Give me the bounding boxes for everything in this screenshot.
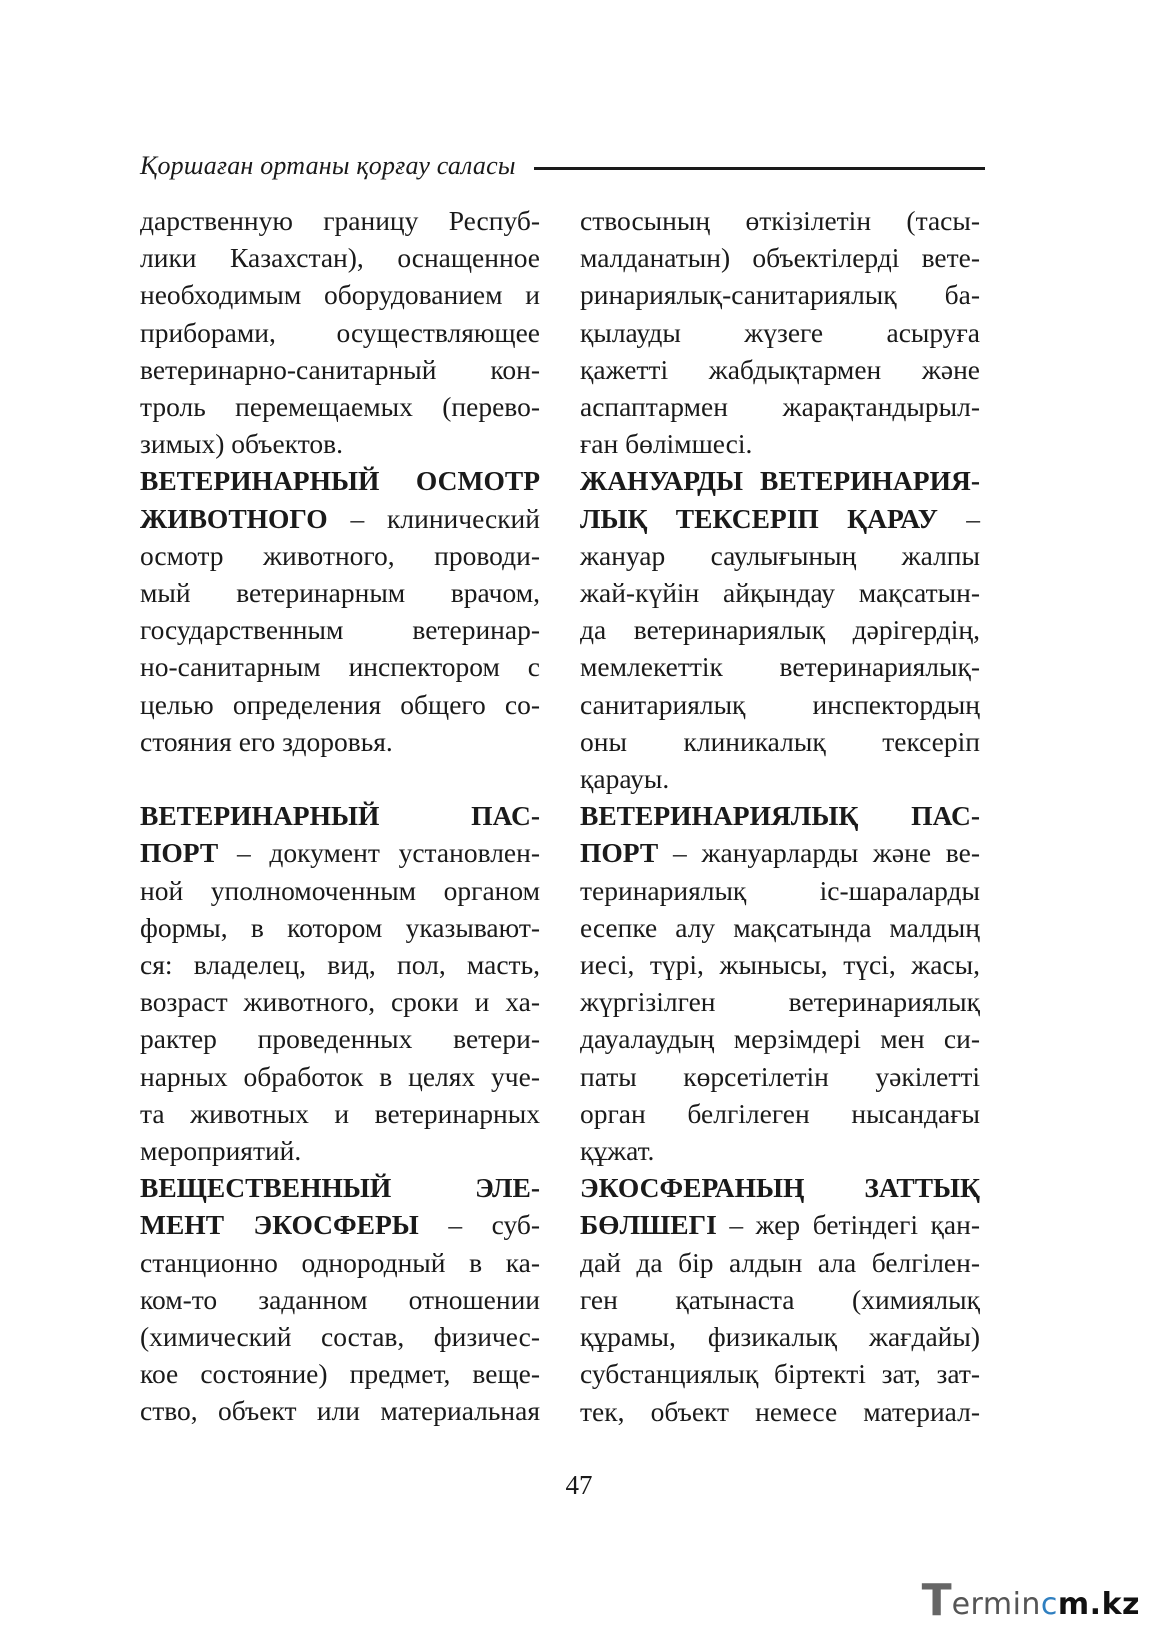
- right-column-text-line: [580, 1020, 980, 1057]
- glossary-term: ВЕТЕРИНАРИЯЛЫҚ ПАС-: [580, 800, 980, 832]
- definition-text: целью определения общего со-: [140, 688, 540, 720]
- left-column-text-line: [140, 611, 540, 648]
- right-column-text-line: [580, 1095, 980, 1132]
- left-column-text-line: [140, 239, 540, 276]
- definition-text: малданатын) объектілерді вете-: [580, 242, 980, 274]
- definition-text: возраст животного, сроки и ха-: [140, 986, 540, 1018]
- left-column-text-line: [140, 1244, 540, 1281]
- header-rule: [534, 167, 985, 170]
- definition-text: станционно однородный в ка-: [140, 1246, 540, 1278]
- termincom-watermark: [921, 1571, 1140, 1626]
- definition-text: аспаптармен жарақтандырыл-: [580, 391, 980, 423]
- definition-text: та животных и ветеринарных: [140, 1097, 540, 1129]
- definition-text: – суб-: [418, 1209, 540, 1241]
- watermark-text-part1: ermin: [951, 1587, 1041, 1622]
- right-column-text-line: [580, 611, 980, 648]
- right-column-text-line: [580, 1244, 980, 1281]
- definition-text: есепке алу мақсатында малдың: [580, 911, 980, 943]
- right-column-text-line: [580, 1169, 980, 1206]
- definition-text: қажетті жабдықтармен және: [580, 353, 980, 385]
- right-column-text-line: [580, 1355, 980, 1392]
- definition-text: нарных обработок в целях уче-: [140, 1060, 540, 1092]
- definition-text: иесі, түрі, жынысы, түсі, жасы,: [580, 949, 980, 981]
- left-column-text-line: [140, 1206, 540, 1243]
- definition-text: – жануарларды және ве-: [658, 837, 980, 869]
- left-column-text-line: [140, 425, 540, 462]
- definition-text: құжат.: [580, 1135, 655, 1167]
- definition-text: жүргізілген ветеринариялық: [580, 986, 980, 1018]
- definition-text: кое состояние) предмет, веще-: [140, 1358, 540, 1390]
- left-column-text-line: [140, 1169, 540, 1206]
- definition-text: осмотр животного, проводи-: [140, 539, 540, 571]
- definition-text: қылауды жүзеге асыруға: [580, 316, 980, 348]
- left-column-text-line: [140, 834, 540, 871]
- definition-text: ген қатынаста (химиялық: [580, 1283, 980, 1315]
- definition-text: –: [937, 502, 980, 534]
- left-column-blank-line: [140, 760, 540, 797]
- glossary-term: МЕНТ ЭКОСФЕРЫ: [140, 1209, 419, 1241]
- left-column-text-line: [140, 1058, 540, 1095]
- right-column-text-line: [580, 648, 980, 685]
- right-column-text-line: [580, 574, 980, 611]
- left-column-text-line: [140, 276, 540, 313]
- definition-text: тек, объект немесе материал-: [580, 1395, 980, 1427]
- glossary-term: ЭКОСФЕРАНЫҢ ЗАТТЫҚ: [580, 1172, 980, 1204]
- page-number: 47: [565, 1470, 593, 1500]
- watermark-text-part3: m.kz: [1057, 1587, 1140, 1622]
- left-column-text-line: [140, 314, 540, 351]
- definition-text: теринариялық іс-шараларды: [580, 874, 980, 906]
- definition-text: жануар саулығының жалпы: [580, 539, 980, 571]
- right-column-text-line: [580, 1393, 980, 1430]
- definition-text: – клинический: [327, 502, 540, 534]
- definition-text: ком-то заданном отношении: [140, 1283, 540, 1315]
- glossary-term: ЖИВОТНОГО: [140, 502, 328, 534]
- right-column-text-line: [580, 797, 980, 834]
- definition-text: троль перемещаемых (перево-: [140, 391, 540, 423]
- left-column-text-line: [140, 648, 540, 685]
- running-header: [140, 146, 985, 186]
- left-column-text-line: [140, 909, 540, 946]
- definition-text: құрамы, физикалық жағдайы): [580, 1321, 980, 1353]
- definition-text: зимых) объектов.: [140, 428, 343, 460]
- right-column-text-line: [580, 1058, 980, 1095]
- definition-text: қарауы.: [580, 763, 670, 795]
- right-column-text-line: [580, 202, 980, 239]
- definition-text: государственным ветеринар-: [140, 614, 540, 646]
- right-column-text-line: [580, 276, 980, 313]
- left-column-text-line: [140, 1318, 540, 1355]
- definition-text: мый ветеринарным врачом,: [140, 577, 540, 609]
- definition-text: дауалаудың мерзімдері мен си-: [580, 1023, 980, 1055]
- definition-text: ринариялық-санитариялық ба-: [580, 279, 980, 311]
- right-column-text-line: [580, 946, 980, 983]
- definition-text: ной уполномоченным органом: [140, 874, 540, 906]
- right-column-text-line: [580, 1132, 980, 1169]
- definition-text: мероприятий.: [140, 1135, 302, 1167]
- glossary-term: ЖАНУАРДЫ ВЕТЕРИНАРИЯ-: [580, 465, 980, 497]
- left-column-text-line: [140, 1132, 540, 1169]
- definition-text: да ветеринариялық дәрігердің,: [580, 614, 980, 646]
- left-column-text-line: [140, 1355, 540, 1392]
- definition-text: формы, в котором указывают-: [140, 911, 540, 943]
- left-column-text-line: [140, 1020, 540, 1057]
- definition-text: ған бөлімшесі.: [580, 428, 753, 460]
- glossary-term: БӨЛШЕГІ: [580, 1209, 717, 1241]
- glossary-term: ВЕЩЕСТВЕННЫЙ ЭЛЕ-: [140, 1172, 540, 1204]
- definition-text: дай да бір алдын ала белгілен-: [580, 1246, 980, 1278]
- watermark-text: [952, 1587, 1140, 1623]
- definition-text: паты көрсетілетін уәкілетті: [580, 1060, 980, 1092]
- left-column: [140, 202, 540, 1430]
- definition-text: необходимым оборудованием и: [140, 279, 540, 311]
- glossary-term: ЛЫҚ ТЕКСЕРІП ҚАРАУ: [580, 502, 938, 534]
- right-column-text-line: [580, 462, 980, 499]
- left-column-text-line: [140, 462, 540, 499]
- left-column-text-line: [140, 500, 540, 537]
- watermark-text-part2: c: [1040, 1587, 1058, 1622]
- right-column: [580, 202, 980, 1430]
- left-column-text-line: [140, 1392, 540, 1429]
- right-column-text-line: [580, 834, 980, 871]
- definition-text: приборами, осуществляющее: [140, 316, 540, 348]
- definition-text: но-санитарным инспектором с: [140, 651, 540, 683]
- watermark-t-logo-icon: T: [921, 1575, 952, 1626]
- glossary-term: ПОРТ: [140, 837, 219, 869]
- left-column-text-line: [140, 723, 540, 760]
- definition-text: рактер проведенных ветери-: [140, 1023, 540, 1055]
- right-column-text-line: [580, 686, 980, 723]
- definition-text: дарственную границу Респуб-: [140, 205, 540, 236]
- right-column-text-line: [580, 872, 980, 909]
- left-column-text-line: [140, 1281, 540, 1318]
- definition-text: – документ установлен-: [218, 837, 540, 869]
- right-column-text-line: [580, 1206, 980, 1243]
- right-column-text-line: [580, 723, 980, 760]
- glossary-term: ПОРТ: [580, 837, 659, 869]
- definition-text: ся: владелец, вид, пол, масть,: [140, 949, 540, 981]
- left-column-text-line: [140, 574, 540, 611]
- running-header-title: Қоршаған ортаны қорғау саласы: [140, 151, 516, 180]
- right-column-text-line: [580, 537, 980, 574]
- definition-text: – жер бетіндегі қан-: [716, 1209, 980, 1241]
- glossary-term: ВЕТЕРИНАРНЫЙ ОСМОТР: [140, 465, 540, 497]
- right-column-text-line: [580, 351, 980, 388]
- left-column-text-line: [140, 1095, 540, 1132]
- definition-text: ство, объект или материальная: [140, 1395, 540, 1427]
- right-column-text-line: [580, 314, 980, 351]
- left-column-text-line: [140, 686, 540, 723]
- definition-text: (химический состав, физичес-: [140, 1321, 540, 1353]
- right-column-text-line: [580, 983, 980, 1020]
- left-column-text-line: [140, 797, 540, 834]
- right-column-text-line: [580, 500, 980, 537]
- right-column-text-line: [580, 909, 980, 946]
- definition-text: оны клиникалық тексеріп: [580, 725, 980, 757]
- left-column-text-line: [140, 872, 540, 909]
- left-column-text-line: [140, 388, 540, 425]
- definition-text: субстанциялық біртекті зат, зат-: [580, 1358, 980, 1390]
- left-column-text-line: [140, 537, 540, 574]
- definition-text: жай-күйін айқындау мақсатын-: [580, 577, 980, 609]
- glossary-term: ВЕТЕРИНАРНЫЙ ПАС-: [140, 800, 540, 832]
- definition-text: ветеринарно-санитарный кон-: [140, 353, 540, 385]
- definition-text: мемлекеттік ветеринариялық-: [580, 651, 980, 683]
- right-column-text-line: [580, 239, 980, 276]
- left-column-text-line: [140, 351, 540, 388]
- left-column-text-line: [140, 202, 540, 239]
- right-column-text-line: [580, 425, 980, 462]
- right-column-text-line: [580, 388, 980, 425]
- definition-text: орган белгілеген нысандағы: [580, 1097, 980, 1129]
- right-column-text-line: [580, 1318, 980, 1355]
- definition-text: ствосының өткізілетін (тасы-: [580, 205, 980, 236]
- definition-text: санитариялық инспектордың: [580, 688, 980, 720]
- left-column-text-line: [140, 946, 540, 983]
- definition-text: стояния его здоровья.: [140, 725, 393, 757]
- definition-text: лики Казахстан), оснащенное: [140, 242, 540, 274]
- right-column-text-line: [580, 760, 980, 797]
- right-column-text-line: [580, 1281, 980, 1318]
- left-column-text-line: [140, 983, 540, 1020]
